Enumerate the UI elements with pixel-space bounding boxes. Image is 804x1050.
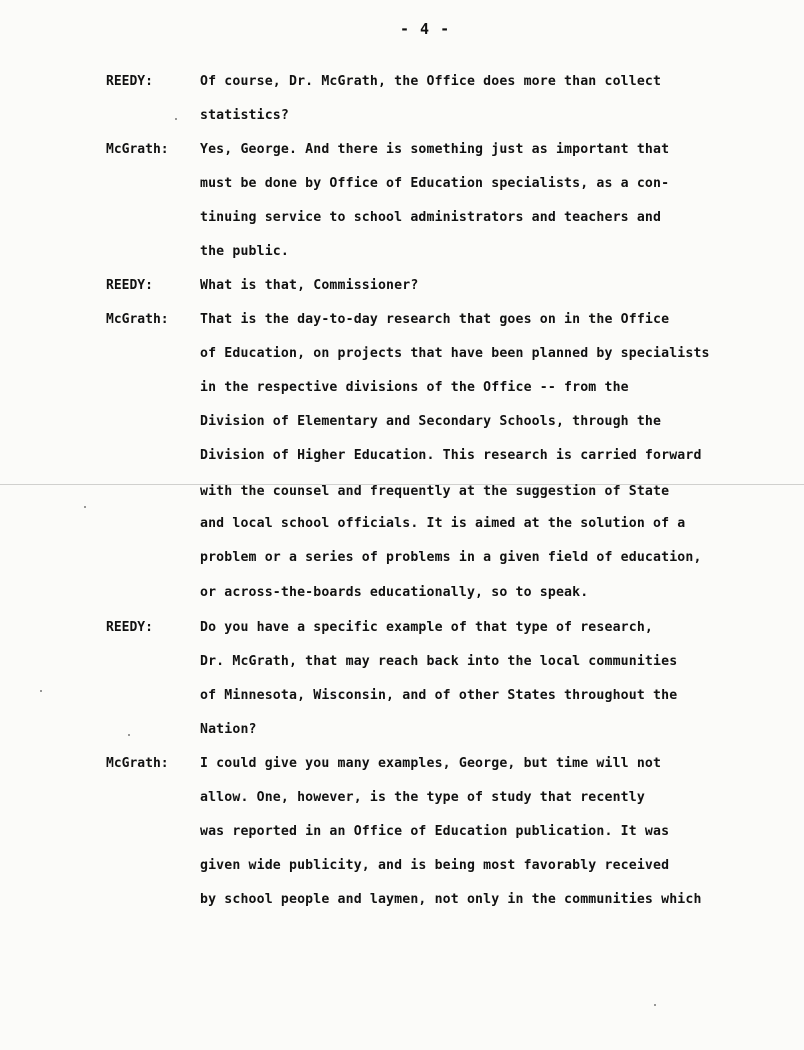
- dialogue-line: must be done by Office of Education specialists, as a con-: [200, 176, 670, 191]
- dialogue-line: statistics?: [200, 108, 289, 123]
- dialogue-line: with the counsel and frequently at the suggestion of State: [200, 484, 670, 499]
- page-number: - 4 -: [400, 20, 451, 38]
- dialogue-line: the public.: [200, 244, 289, 259]
- dialogue-line: Dr. McGrath, that may reach back into the local communities: [200, 654, 678, 669]
- dialogue-line: Of course, Dr. McGrath, the Office does more than collect: [200, 74, 662, 89]
- dialogue-line: Do you have a specific example of that type of research,: [200, 620, 654, 635]
- dialogue-line: Yes, George. And there is something just as important that: [200, 142, 670, 157]
- dialogue-line: That is the day-to-day research that goes on in the Office: [200, 312, 670, 327]
- scan-speck: [654, 1004, 656, 1006]
- dialogue-line: allow. One, however, is the type of study that recently: [200, 790, 645, 805]
- scan-speck: [84, 506, 86, 508]
- dialogue-line: I could give you many examples, George, but time will not: [200, 756, 662, 771]
- dialogue-line: Division of Higher Education. This research is carried forward: [200, 448, 702, 463]
- dialogue-line: Nation?: [200, 722, 257, 737]
- dialogue-line: given wide publicity, and is being most favorably received: [200, 858, 670, 873]
- dialogue-line: of Education, on projects that have been planned by specialists: [200, 346, 710, 361]
- dialogue-line: by school people and laymen, not only in the communities which: [200, 892, 702, 907]
- scan-speck: [40, 690, 42, 692]
- dialogue-line: What is that, Commissioner?: [200, 278, 419, 293]
- dialogue-line: of Minnesota, Wisconsin, and of other States throughout the: [200, 688, 678, 703]
- speaker-label: REEDY:: [106, 620, 153, 635]
- dialogue-line: or across-the-boards educationally, so to speak.: [200, 585, 589, 600]
- dialogue-line: and local school officials. It is aimed at the solution of a: [200, 516, 686, 531]
- dialogue-line: problem or a series of problems in a given field of education,: [200, 550, 702, 565]
- speaker-label: McGrath:: [106, 312, 169, 327]
- speaker-label: McGrath:: [106, 756, 169, 771]
- speaker-label: REEDY:: [106, 278, 153, 293]
- speaker-label: REEDY:: [106, 74, 153, 89]
- scan-speck: [128, 734, 130, 736]
- dialogue-line: in the respective divisions of the Office -- from the: [200, 380, 629, 395]
- dialogue-line: was reported in an Office of Education publication. It was: [200, 824, 670, 839]
- dialogue-line: tinuing service to school administrators and teachers and: [200, 210, 662, 225]
- scan-speck: [175, 118, 177, 120]
- speaker-label: McGrath:: [106, 142, 169, 157]
- dialogue-line: Division of Elementary and Secondary Schools, through the: [200, 414, 662, 429]
